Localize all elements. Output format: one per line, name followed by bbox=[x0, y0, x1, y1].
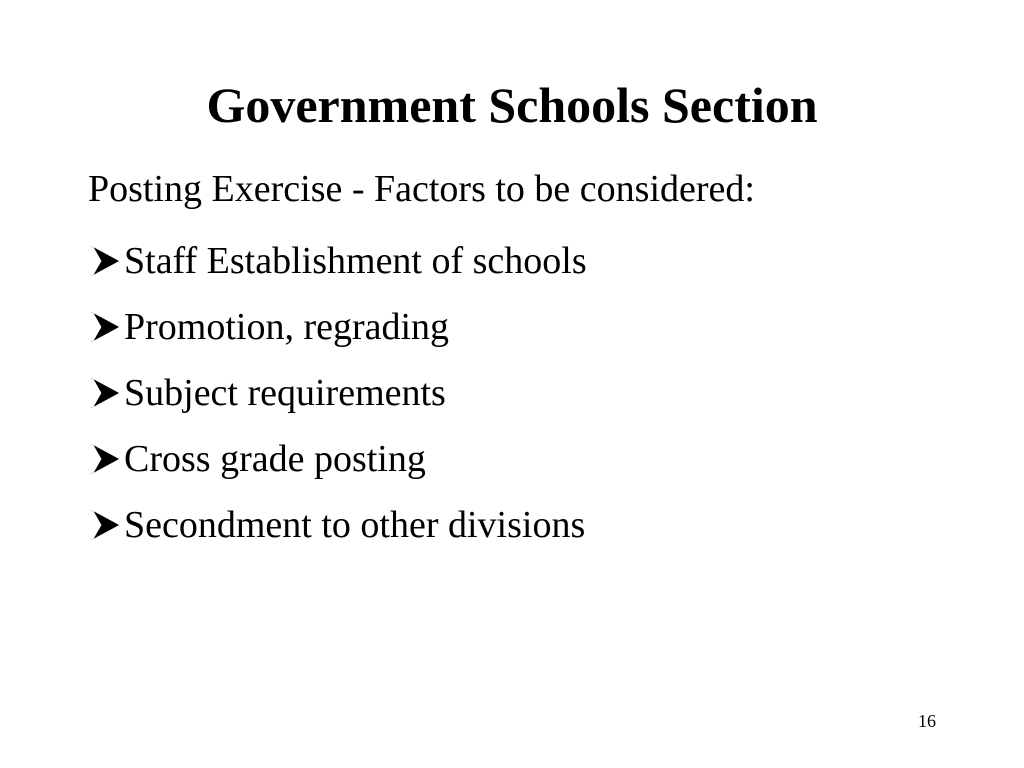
arrow-bullet-icon bbox=[88, 241, 124, 281]
list-item bbox=[88, 360, 587, 426]
page-number: 16 bbox=[918, 711, 936, 731]
bullet-label: Cross grade posting bbox=[124, 438, 426, 480]
list-item bbox=[88, 228, 587, 294]
bullet-label: Promotion, regrading bbox=[124, 306, 450, 348]
bullet-label: Subject requirements bbox=[124, 372, 446, 414]
list-item bbox=[88, 492, 587, 558]
bullet-list bbox=[88, 228, 587, 558]
intro-text: Posting Exercise - Factors to be considered: bbox=[88, 168, 755, 210]
list-item bbox=[88, 426, 587, 492]
slide-title: Government Schools Section bbox=[206, 77, 818, 133]
arrow-bullet-icon bbox=[88, 505, 124, 545]
bullet-label: Staff Establishment of schools bbox=[124, 240, 587, 282]
list-item bbox=[88, 294, 587, 360]
arrow-bullet-icon bbox=[88, 307, 124, 347]
bullet-label: Secondment to other divisions bbox=[124, 504, 586, 546]
arrow-bullet-icon bbox=[88, 373, 124, 413]
arrow-bullet-icon bbox=[88, 439, 124, 479]
